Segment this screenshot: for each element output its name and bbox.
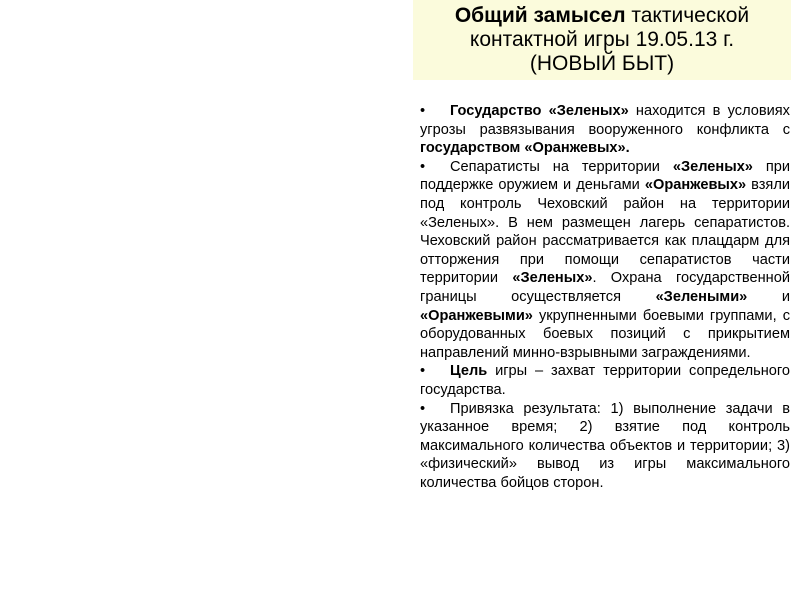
bullet-icon: • [420,103,426,119]
p1-bold-1: Государство «Зеленых» [450,103,629,119]
p4-text: Привязка результата: 1) выполнение задачи в указанное время; 2) взятие под контроль максимального количества объектов и территории; 3) «физический» вывод из игры максимального количества бойцов сторон. [420,400,790,491]
p3-bold: Цель [450,363,488,380]
title-bold: Общий замысел [454,4,626,27]
p1-bold-2: государством «Оранжевых». [420,140,630,157]
p1-text: находится в условиях угрозы развязывания вооруженного конфликта с [420,103,790,138]
paragraph-4 [420,400,790,493]
bullet-icon: • [420,363,426,380]
p2-t3: взяли под контроль Чеховский район на территории «Зеленых». В нем размещен лагерь сепаратистов. Чеховский район рассматривается как плацдарм для отторжения при помощи сепаратистов части территории [420,177,791,287]
paragraph-1 [420,102,790,158]
p2-b4: «Зелеными» [655,288,748,305]
p2-t1: Сепаратисты на территории [450,158,673,175]
title-subtitle: (НОВЫЙ БЫТ) [529,52,675,75]
paragraph-2 [420,158,790,363]
bullet-icon: • [420,158,426,175]
slide-title [413,0,791,80]
p2-b3: «Зеленых» [512,270,593,287]
p2-b1: «Зеленых» [672,158,753,175]
p3-text: игры – захват территории сопредельного государства. [420,363,790,398]
p2-t4: . Охрана государственной границы осуществляется [420,270,790,305]
paragraph-3 [420,362,790,399]
p2-t5: и [747,288,790,305]
bullet-icon: • [420,400,426,417]
title-rest: тактической контактной игры 19.05.13 г. [469,4,750,51]
p2-t6: укрупненными боевыми группами, с оборудованных боевых позиций с прикрытием направлений минно-взрывными заграждениями. [420,307,790,361]
p2-b2: «Оранжевых» [644,177,747,194]
p2-t2: при поддержке оружием и деньгами [420,158,791,194]
slide-body [420,102,790,492]
p2-b5: «Оранжевыми» [420,307,533,324]
